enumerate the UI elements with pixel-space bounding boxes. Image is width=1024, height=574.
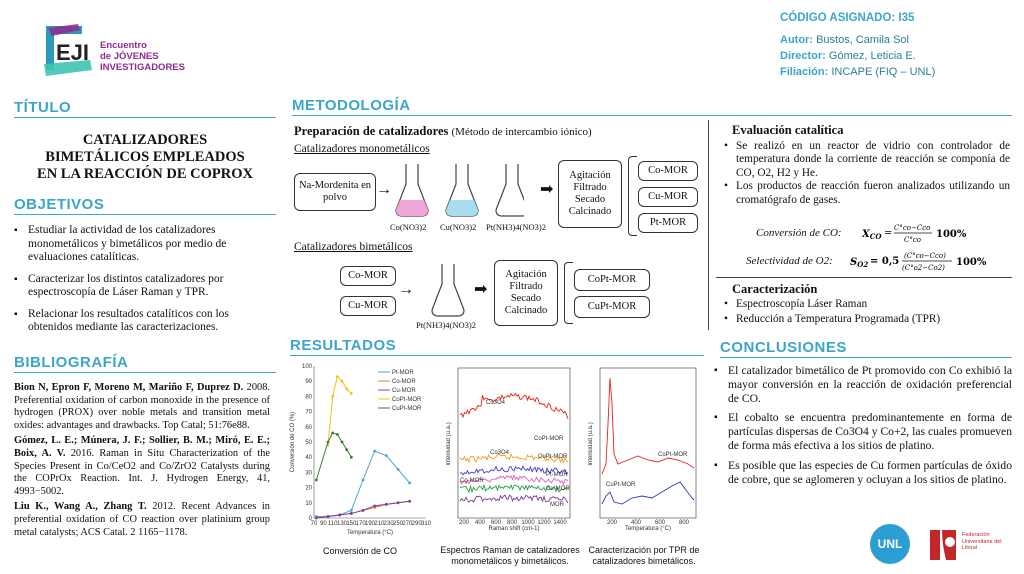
- rule-titulo: [14, 117, 276, 118]
- fed-logo-text: Federación Universitaria del Litoral: [962, 532, 1002, 551]
- tpr-xtick: 800: [678, 520, 690, 526]
- eji-logo-mark: [38, 20, 98, 80]
- conv-ytick: 50: [305, 440, 312, 446]
- conv-series-point: [336, 433, 339, 436]
- conv-series-point: [331, 395, 334, 398]
- filiacion-label: Filiación:: [780, 66, 829, 78]
- conv-xtick: 230: [383, 521, 394, 527]
- conv-legend-label: Co-MOR: [392, 379, 416, 385]
- rule-conclusiones: [720, 357, 1012, 358]
- brace-bi: [564, 262, 573, 324]
- conv-series-point: [327, 441, 330, 444]
- tpr-xtick: 400: [630, 520, 642, 526]
- flask-pt-bi-icon: [430, 262, 468, 320]
- conv-series-point: [315, 479, 318, 482]
- bib-text: 2008. Preferential oxidation of carbon monoxide in the presence of hydrogen (PROX) over noble metals and transition metal oxides: advantages and drawbacks. Top Catal; 51:76e88.: [14, 382, 271, 431]
- conv-series-point: [408, 482, 411, 485]
- mono-title: Catalizadores monometálicos: [294, 143, 430, 155]
- evaluacion-title: Evaluación catalítica: [732, 123, 844, 137]
- conv-ytick: 20: [305, 485, 312, 492]
- conv-series-point: [362, 509, 365, 512]
- caracterizacion-block: [722, 282, 1010, 327]
- evaluacion-block: [722, 124, 1010, 207]
- raman-xtick: 400: [474, 520, 486, 526]
- conclusion-item: ▪ El cobalto se encuentra predominantemente en forma de partículas dispersas de Co3O4 y Co+2, las cuales promueven de forma más efectiva a los sitios de platino.: [712, 411, 1012, 452]
- bib-entry: [14, 435, 270, 498]
- rule-objetivos: [14, 214, 276, 215]
- conv-series-point: [397, 501, 400, 504]
- bib-authors: Bion N, Epron F, Moreno M, Mariño F, Duprez D.: [14, 382, 244, 393]
- conv-xtick: 190: [364, 521, 376, 527]
- caption-conversion: Conversión de CO: [322, 546, 398, 556]
- tpr-xtick: 200: [606, 520, 618, 526]
- product-cu-mor: Cu-MOR: [638, 187, 698, 207]
- fed-emblem-icon: [926, 524, 960, 564]
- conv-xtick: 110: [327, 521, 338, 527]
- raman-annotation: Co3O4: [486, 400, 506, 406]
- svg-text:=: =: [884, 228, 893, 239]
- conv-series-point: [350, 512, 353, 515]
- tpr-chart: [588, 364, 700, 532]
- conv-legend-label: Pt-MOR: [392, 370, 414, 376]
- evaluacion-item: • Los productos de reacción fueron analizados utilizando un cromatógrafo de gases.: [722, 180, 1010, 207]
- poster-title: [14, 132, 276, 183]
- conv-formula: [862, 220, 982, 246]
- raman-series-label: Cu-MOR: [546, 486, 570, 492]
- caracterizacion-item: • Espectroscopía Láser Raman: [722, 297, 1010, 312]
- conv-xtick: 310: [420, 521, 432, 527]
- raman-series-label: CuPt-MOR: [538, 454, 568, 460]
- bibliografia-list: [14, 382, 270, 542]
- conv-series-point: [331, 431, 334, 434]
- sel-label: Selectividad de O2:: [746, 255, 833, 267]
- conv-xtick: 210: [374, 521, 385, 527]
- conv-xtick: 270: [402, 521, 413, 527]
- conv-legend-label: CoPt-MOR: [392, 397, 422, 403]
- section-title-conclusiones: CONCLUSIONES: [720, 339, 847, 356]
- conv-ylabel: Conversión de CO (%): [290, 411, 296, 473]
- objetivo-item: ▪ Estudiar la actividad de los catalizadores monometálicos y bimetálicos por medio de evaluaciones catalíticas.: [10, 224, 270, 265]
- title-line3: EN LA REACCIÓN DE COPROX: [37, 166, 253, 182]
- column-divider: [708, 120, 709, 330]
- section-title-titulo: TÍTULO: [14, 99, 72, 116]
- rule-bibliografia: [14, 372, 276, 373]
- conv-series-point: [336, 375, 339, 378]
- raman-xtick: 1400: [553, 520, 567, 526]
- logo-line3: INVESTIGADORES: [100, 62, 185, 73]
- arrow-icon: →: [376, 181, 392, 198]
- unl-logo: UNL: [870, 524, 910, 564]
- logo-line2: de JÓVENES: [100, 51, 159, 62]
- conv-series-point: [373, 450, 376, 453]
- author-line: [780, 34, 909, 46]
- section-title-objetivos: OBJETIVOS: [14, 196, 105, 213]
- conv-series-point: [341, 441, 344, 444]
- flask-co-icon: [396, 164, 428, 216]
- na-mordenita-box: Na-Mordenita en polvo: [294, 173, 376, 211]
- conv-series-point: [362, 479, 365, 482]
- raman-xtick: 600: [490, 520, 502, 526]
- prep-title: Preparación de catalizadores: [294, 124, 449, 138]
- tpr-ylabel: Intensidad (u.a.): [588, 422, 594, 466]
- prep-heading: [294, 124, 592, 139]
- section-title-bibliografia: BIBLIOGRAFÍA: [14, 354, 129, 371]
- conv-series-point: [408, 500, 411, 503]
- flask-pt-icon: [496, 164, 524, 216]
- prep-method: (Método de intercambio iónico): [451, 126, 592, 138]
- bib-text: 2016. Raman in Situ Characterization of the Species Present in Co/CeO2 and Co/ZrO2 Catalysts during the COPrOx Reaction. Int. J. Hydrogen Energy, 41, 4993−5002.: [14, 447, 270, 497]
- section-title-metodologia: METODOLOGÍA: [292, 97, 411, 114]
- conv-series-point: [397, 468, 400, 471]
- conversion-chart: [286, 360, 432, 540]
- flask-cu-icon: [446, 164, 478, 216]
- raman-chart: [446, 364, 574, 532]
- svg-text:SO2: $S_{O2}$: [850, 257, 869, 269]
- raman-xticks: [459, 520, 567, 526]
- tpr-xlabel: Temperatura (°C): [624, 526, 672, 532]
- conv-legend-label: Cu-MOR: [392, 388, 416, 394]
- bi-title: Catalizadores bimetálicos: [294, 241, 413, 253]
- conv-series-point: [350, 392, 353, 395]
- conclusiones-list: [712, 364, 1012, 492]
- evaluacion-item: • Se realizó en un reactor de vidrio con controlador de temperatura donde la corriente de reacción se componía de CO, O2, H2 y He.: [722, 140, 1010, 181]
- conv-series-point: [338, 514, 341, 517]
- svg-text:100%: 100%: [956, 257, 987, 268]
- eji-logo-text: [100, 40, 210, 73]
- conv-ytick: 70: [305, 409, 312, 416]
- svg-text:(C°co−Cco): (C°co−Cco): [904, 252, 946, 260]
- conv-series-point: [350, 509, 353, 512]
- director-value: Gómez, Leticia E.: [828, 50, 916, 62]
- steps-box-bi: Agitación Filtrado Secado Calcinado: [494, 260, 558, 326]
- fed-logo: [926, 522, 1016, 566]
- eji-logo-letters: EJI: [56, 40, 90, 65]
- bib-entry: [14, 501, 270, 539]
- bib-authors: Gómez, L. E.; Múnera, J. F.; Sollier, B. M.; Miró, E. E.; Boix, A. V.: [14, 435, 270, 459]
- section-title-resultados: RESULTADOS: [290, 337, 397, 354]
- logo-line1: Encuentro: [100, 40, 147, 51]
- raman-xtick: 1200: [537, 520, 551, 526]
- conv-ytick: 100: [301, 364, 312, 370]
- raman-ylabel: Intensidad (u.a.): [446, 422, 452, 466]
- sel-formula: [850, 248, 990, 274]
- bib-authors: Liu K., Wang A., Zhang T.: [14, 501, 147, 513]
- bib-text: 2012. Recent Advances in preferential oxidation of CO reaction over platinium group metal catalysts; ACS Catal. 2 1165−1178.: [14, 501, 270, 538]
- conclusion-item: ▪ Es posible que las especies de Cu formen partículas de óxido de cobre, que se aglomeren y ocluyan a los sitios de platino.: [712, 459, 1012, 487]
- svg-text:(C°o2−Co2): (C°o2−Co2): [902, 264, 945, 272]
- conv-series-point: [385, 503, 388, 506]
- objetivo-item: ▪ Caracterizar los distintos catalizadores por espectroscopía de Láser Raman y TPR.: [10, 273, 270, 300]
- conv-xtick: 250: [392, 521, 404, 527]
- caption-raman: Espectros Raman de catalizadores monometálicos y bimetálicos.: [440, 545, 580, 566]
- conv-ytick: 40: [305, 455, 312, 462]
- arrow-icon: ➡: [540, 181, 554, 198]
- rule-resultados: [290, 355, 704, 356]
- conv-ytick: 90: [305, 379, 312, 386]
- steps-box-mono: Agitación Filtrado Secado Calcinado: [558, 160, 622, 228]
- conv-series-line: [316, 451, 409, 516]
- title-line1: CATALIZADORES: [82, 132, 208, 148]
- svg-text:C°co−Cco: C°co−Cco: [894, 224, 931, 232]
- raman-series-label: Co-MOR: [460, 478, 484, 484]
- bi-input-cu-mor: Cu-MOR: [340, 296, 396, 316]
- eji-logo: [38, 20, 208, 86]
- conv-xtick: 290: [411, 521, 422, 527]
- conv-ytick: 30: [305, 470, 312, 477]
- author-label: Autor:: [780, 34, 813, 46]
- flask-pt-bi-label: Pt(NH3)4(NO3)2: [416, 320, 476, 330]
- conv-series-line: [316, 433, 351, 480]
- tpr-series-label: CuPt-MOR: [606, 482, 636, 488]
- raman-annotation: Co3O4: [490, 450, 510, 456]
- raman-xtick: 1000: [521, 520, 535, 526]
- raman-series-label: CoPt-MOR: [534, 436, 564, 442]
- caracterizacion-title: Caracterización: [732, 282, 818, 296]
- tpr-series-label: CoPt-MOR: [658, 452, 688, 458]
- conclusion-item: ▪ El catalizador bimetálico de Pt promovido con Co exhibió la mayor conversión en la reacción de oxidación preferencial de CO.: [712, 364, 1012, 405]
- product-copt-mor: CoPt-MOR: [574, 269, 650, 291]
- conv-label: Conversión de CO:: [756, 227, 842, 239]
- svg-text:XCO: $X_{CO}$: [862, 229, 882, 241]
- conv-series-point: [345, 448, 348, 451]
- filiacion-value: INCAPE (FIQ – UNL): [831, 66, 936, 78]
- objetivo-item: ▪ Relacionar los resultados catalíticos con los obtenidos mediante las caracterizaciones.: [10, 308, 270, 335]
- raman-xtick: 800: [506, 520, 518, 526]
- objetivos-list: [10, 224, 270, 343]
- flask-cu-label: Cu(NO3)2: [440, 222, 477, 232]
- conv-series-point: [373, 504, 376, 507]
- bib-entry: [14, 382, 270, 432]
- svg-text:C°co: C°co: [904, 236, 921, 244]
- conv-ytick: 80: [305, 394, 312, 401]
- conv-xtick: 90: [319, 521, 327, 527]
- raman-xtick: 200: [458, 520, 470, 526]
- conv-series-point: [315, 517, 318, 520]
- conv-xtick: 70: [310, 521, 318, 527]
- arrow-icon: →: [398, 281, 414, 298]
- product-cupt-mor: CuPt-MOR: [574, 296, 650, 318]
- conv-series-point: [345, 387, 348, 390]
- flask-co-label: Co(NO3)2: [390, 222, 427, 232]
- conv-xlabel: Temperatura (°C): [346, 530, 394, 536]
- filiacion-line: [780, 66, 935, 78]
- flask-pt-label: Pt(NH3)4(NO3)2: [486, 222, 546, 232]
- conv-series-point: [385, 454, 388, 457]
- raman-series-label: MOR: [550, 502, 564, 508]
- conv-xtick: 130: [336, 521, 348, 527]
- conv-series-point: [350, 456, 353, 459]
- raman-series-label: Pt-MOR: [546, 472, 568, 478]
- svg-text:100%: 100%: [936, 229, 967, 240]
- rule-metodologia: [292, 115, 1012, 116]
- product-pt-mor: Pt-MOR: [638, 213, 698, 233]
- tpr-xtick: 600: [654, 520, 666, 526]
- flasks-mono: [394, 160, 524, 222]
- director-label: Director:: [780, 50, 826, 62]
- conv-series-point: [341, 380, 344, 383]
- assigned-code: CÓDIGO ASIGNADO: I35: [780, 12, 915, 24]
- conv-ytick: 60: [305, 424, 312, 431]
- title-line2: BIMETÁLICOS EMPLEADOS: [45, 149, 245, 165]
- conv-xtick: 170: [355, 521, 366, 527]
- product-co-mor: Co-MOR: [638, 161, 698, 181]
- conv-legend-label: CuPt-MOR: [392, 406, 422, 412]
- bi-input-co-mor: Co-MOR: [340, 266, 396, 286]
- arrow-icon: ➡: [474, 281, 488, 298]
- raman-xlabel: Raman shift (cm-1): [488, 526, 540, 532]
- caption-tpr: Caracterización por TPR de catalizadores bimetálicos.: [588, 545, 700, 566]
- director-line: [780, 50, 916, 62]
- conv-ytick: 0: [308, 516, 312, 522]
- svg-text:= 0,5: = 0,5: [870, 256, 900, 267]
- caracterizacion-item: • Reducción a Temperatura Programada (TPR): [722, 312, 1010, 327]
- divider-eval: [716, 277, 1012, 278]
- conv-series-point: [327, 515, 330, 518]
- conv-xtick: 150: [346, 521, 357, 527]
- author-value: Bustos, Camila Sol: [816, 34, 909, 46]
- brace-mono: [628, 156, 637, 236]
- conv-ytick: 10: [305, 500, 312, 507]
